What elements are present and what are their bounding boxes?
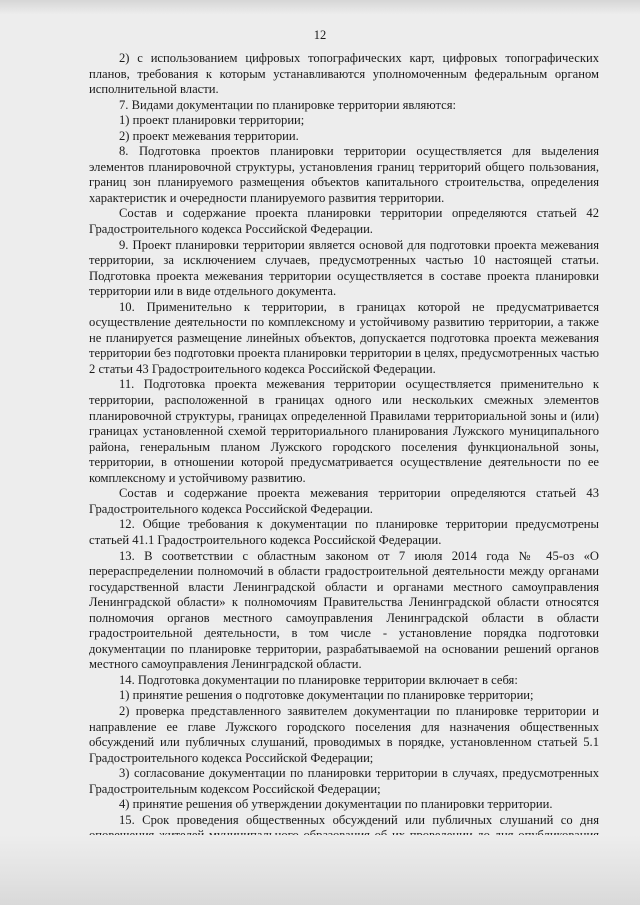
paragraph: 14. Подготовка документации по планировке территории включает в себя: <box>119 672 518 687</box>
paragraph: 10. Применительно к территории, в границах которой не предусматривается осуществление деятельности по комплексному и устойчивому развитию территории, а также не планируется размещение линейных объектов, допускается подготовка проекта межевания территории без подготовки проекта планировки территории в целях, предусмотренных частью 2 статьи 43 Градостроительного кодекса Российской Федерации. <box>89 299 599 376</box>
paragraph: 13. В соответствии с областным законом от 7 июля 2014 года № 45-оз «О перераспределении полномочий в области градостроительной деятельности между органами государственной власти Ленинградской области и органами местного самоуправления Ленинградской области» к полномочиям Правительства Ленинградской области относятся полномочия органов местного самоуправления Ленинградской области в области градостроительной деятельности, в том числе - установление порядка подготовки документации по планировке территории, разрабатываемой на основании решений органов местного самоуправления Ленинградской области. <box>89 548 599 672</box>
paragraph: 11. Подготовка проекта межевания территории осуществляется применительно к территории, расположенной в границах одного или нескольких смежных элементов планировочной структуры, границах определенной Правилами территориальной зоны и (или) границах установленной схемой территориального планирования Лужского муниципального района, генеральным планом Лужского городского поселения функциональной зоны, территории, в отношении которой предусматривается осуществление деятельности по ее комплексному и устойчивому развитию. <box>89 377 599 485</box>
paragraph: 15. Срок проведения общественных обсуждений или публичных слушаний со дня <box>119 812 599 827</box>
paragraph: 9. Проект планировки территории является основой для подготовки проекта межевания территории, за исключением случаев, предусмотренных частью 10 настоящей статьи. Подготовка проекта межевания территории осуществляется в составе проекта планировки территории или в виде отдельного документа. <box>89 237 599 299</box>
paragraph: 12. Общие требования к документации по планировке территории предусмотрены статьей 41.1 Градостроительного кодекса Российской Федерации. <box>89 517 599 547</box>
paragraph: 2) проект межевания территории. <box>119 128 299 143</box>
paragraph: 4) принятие решения об утверждении документации по планировки территории. <box>119 797 553 812</box>
paragraph: Состав и содержание проекта планировки территории определяются статьей 42 Градостроительного кодекса Российской Федерации. <box>89 206 599 237</box>
paragraph: 2) с использованием цифровых топографических карт, цифровых топографических планов, требования к которым устанавливаются уполномоченным федеральным органом исполнительной власти. <box>89 51 599 97</box>
scan-top-edge <box>0 0 640 14</box>
page-number: 12 <box>313 28 327 42</box>
paragraph: 3) согласование документации по планировки территории в случаях, предусмотренных Градостроительным кодексом Российской Федерации; <box>89 766 599 796</box>
paragraph: 1) принятие решения о подготовке документации по планировке территории; <box>119 688 534 703</box>
paragraph: 7. Видами документации по планировке территории являются: <box>119 97 457 112</box>
paragraph: 2) проверка представленного заявителем документации по планировке территории и направление ее главе Лужского городского поселения для назначения общественных обсуждений или публичных слушаний, проводимых в порядке, установленном статьей 5.1 Градостроительного кодекса Российской Федерации; <box>89 703 599 765</box>
paragraph: 8. Подготовка проектов планировки территории осуществляется для выделения элементов планировочной структуры, установления границ территорий общего пользования, границ зон планируемого размещения объектов капитального строительства, определения характеристик и очередности планируемого развития территории. <box>89 144 599 205</box>
paragraph: Состав и содержание проекта межевания территории определяются статьей 43 Градостроительного кодекса Российской Федерации. <box>89 486 599 516</box>
document-body <box>89 51 599 859</box>
scan-bottom-edge <box>0 835 640 905</box>
paragraph: 1) проект планировки территории; <box>119 113 305 128</box>
